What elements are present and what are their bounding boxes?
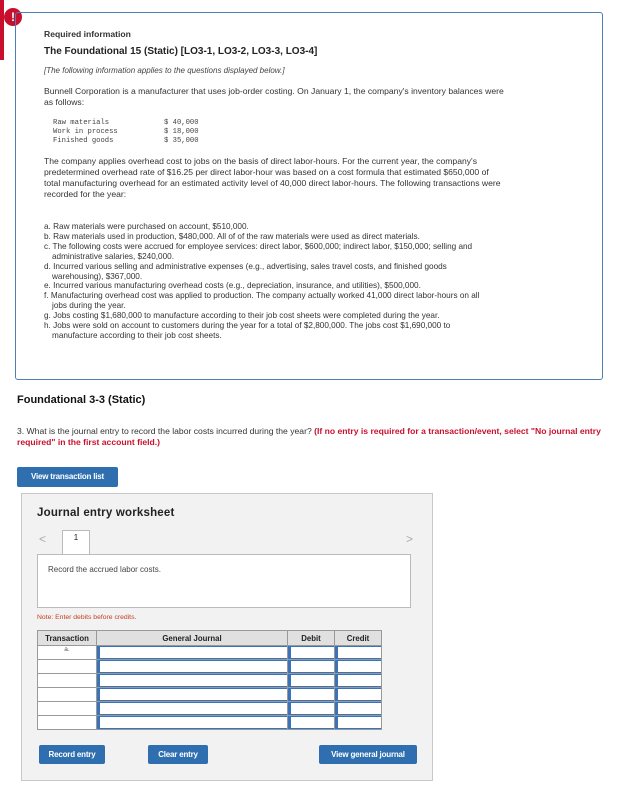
view-general-journal-button[interactable]: View general journal: [319, 745, 417, 764]
transaction-item: jobs during the year.: [52, 301, 126, 311]
info-subtitle: [The following information applies to the questions displayed below.]: [44, 66, 285, 75]
debit-cell[interactable]: [288, 716, 335, 730]
debit-input[interactable]: [288, 716, 334, 729]
debit-input[interactable]: [288, 646, 334, 659]
journal-entry-worksheet: [21, 493, 433, 781]
transaction-cell: [38, 674, 97, 688]
overhead-para-line-4: recorded for the year:: [44, 189, 127, 199]
transaction-item: b. Raw materials used in production, $480,000. All of of the raw materials were used as direct materials.: [44, 231, 420, 241]
debit-cell[interactable]: [288, 702, 335, 716]
debit-credit-note: Note: Enter debits before credits.: [37, 614, 137, 621]
inventory-value-fg: $ 35,000: [164, 137, 199, 145]
debit-cell[interactable]: [288, 674, 335, 688]
chevron-left-icon[interactable]: <: [39, 532, 47, 546]
debit-cell[interactable]: [288, 688, 335, 702]
debit-input[interactable]: [288, 702, 334, 715]
credit-cell[interactable]: [335, 702, 382, 716]
view-transaction-list-button[interactable]: View transaction list: [17, 467, 118, 487]
alert-bar: [0, 0, 4, 60]
account-input[interactable]: [97, 674, 287, 687]
entry-description-box: [37, 554, 411, 608]
overhead-para-line-2: predetermined overhead rate of $16.25 per direct labor-hour was based on a cost formula that estimated $650,000 of: [44, 167, 489, 177]
credit-cell[interactable]: [335, 674, 382, 688]
account-input[interactable]: [97, 702, 287, 715]
transaction-cell: [38, 660, 97, 674]
transaction-cell: a.: [38, 646, 97, 660]
credit-cell[interactable]: [335, 716, 382, 730]
transaction-item: h. Jobs were sold on account to customers during the year for a total of $2,800,000. The jobs cost $1,690,000 to: [44, 321, 451, 331]
credit-cell[interactable]: [335, 660, 382, 674]
transactions-list: [44, 222, 584, 341]
account-input[interactable]: [97, 646, 287, 659]
transaction-cell: [38, 716, 97, 730]
credit-input[interactable]: [335, 674, 381, 687]
table-row: [38, 716, 382, 730]
overhead-para-line-3: total manufacturing overhead for an estimated activity level of 40,000 direct labor-hours. The following transactions were: [44, 178, 501, 188]
transaction-item: g. Jobs costing $1,680,000 to manufacture according to their job cost sheets were completed during the year.: [44, 311, 440, 321]
col-debit: Debit: [288, 631, 335, 646]
credit-cell[interactable]: [335, 646, 382, 660]
transaction-cell: [38, 702, 97, 716]
table-row: [38, 674, 382, 688]
account-cell[interactable]: [97, 674, 288, 688]
debit-cell[interactable]: [288, 646, 335, 660]
debit-input[interactable]: [288, 660, 334, 673]
debit-cell[interactable]: [288, 660, 335, 674]
account-input[interactable]: [97, 660, 287, 673]
account-input[interactable]: [97, 716, 287, 729]
account-cell[interactable]: [97, 716, 288, 730]
account-cell[interactable]: [97, 660, 288, 674]
transaction-item: e. Incurred various manufacturing overhead costs (e.g., depreciation, insurance, and utilities), $500,000.: [44, 281, 421, 291]
entry-description: Record the accrued labor costs.: [48, 565, 161, 574]
transaction-item: manufacture according to their job cost sheets.: [52, 330, 222, 340]
debit-input[interactable]: [288, 688, 334, 701]
transaction-item: f. Manufacturing overhead cost was applied to production. The company actually worked 41,000 direct labor-hours on all: [44, 291, 480, 301]
transaction-item: d. Incurred various selling and administrative expenses (e.g., advertising, sales travel costs, and finished goods: [44, 261, 447, 271]
worksheet-title: Journal entry worksheet: [37, 507, 175, 519]
inventory-value-raw: $ 40,000: [164, 119, 199, 127]
overhead-para-line-1: The company applies overhead cost to jobs on the basis of direct labor-hours. For the current year, the company's: [44, 156, 477, 166]
info-header: Required information: [44, 29, 131, 39]
col-transaction: Transaction: [38, 631, 97, 646]
inventory-label-raw: Raw materials: [53, 119, 110, 127]
credit-input[interactable]: [335, 646, 381, 659]
col-credit: Credit: [335, 631, 382, 646]
transaction-item: c. The following costs were accrued for employee services: direct labor, $600,000; indirect labor, $150,000; selling and: [44, 241, 473, 251]
question-instruction: (If no entry is required for a transaction/event, select "No journal entry required" in the first account field.): [17, 426, 601, 447]
account-input[interactable]: [97, 688, 287, 701]
clear-entry-button[interactable]: Clear entry: [148, 745, 208, 764]
transaction-item: administrative salaries, $240,000.: [52, 251, 174, 261]
credit-input[interactable]: [335, 716, 381, 729]
table-row: [38, 660, 382, 674]
journal-entry-table: [37, 630, 382, 730]
table-row: [38, 702, 382, 716]
transaction-cell: [38, 688, 97, 702]
table-row: [38, 688, 382, 702]
col-general-journal: General Journal: [97, 631, 288, 646]
transaction-item: warehousing), $367,000.: [52, 271, 143, 281]
chevron-right-icon[interactable]: >: [406, 532, 414, 546]
alert-icon: !: [4, 8, 22, 26]
question-text: 3. What is the journal entry to record the labor costs incurred during the year?: [17, 426, 315, 436]
credit-cell[interactable]: [335, 688, 382, 702]
record-entry-button[interactable]: Record entry: [39, 745, 105, 764]
tab-entry-1[interactable]: 1: [62, 530, 90, 554]
account-cell[interactable]: [97, 702, 288, 716]
table-row: [38, 646, 382, 660]
credit-input[interactable]: [335, 702, 381, 715]
intro-line-2: as follows:: [44, 97, 85, 107]
inventory-value-wip: $ 18,000: [164, 128, 199, 136]
info-title: The Foundational 15 (Static) [LO3-1, LO3-2, LO3-3, LO3-4]: [44, 46, 318, 57]
debit-input[interactable]: [288, 674, 334, 687]
transaction-item: a. Raw materials were purchased on account, $510,000.: [44, 222, 249, 231]
inventory-label-fg: Finished goods: [53, 137, 114, 145]
account-cell[interactable]: [97, 688, 288, 702]
section-title: Foundational 3-3 (Static): [17, 394, 146, 406]
inventory-label-wip: Work in process: [53, 128, 118, 136]
intro-line-1: Bunnell Corporation is a manufacturer that uses job-order costing. On January 1, the company's inventory balances were: [44, 86, 504, 96]
credit-input[interactable]: [335, 660, 381, 673]
required-information-panel: [15, 12, 603, 380]
account-cell[interactable]: [97, 646, 288, 660]
question: [17, 426, 607, 448]
credit-input[interactable]: [335, 688, 381, 701]
